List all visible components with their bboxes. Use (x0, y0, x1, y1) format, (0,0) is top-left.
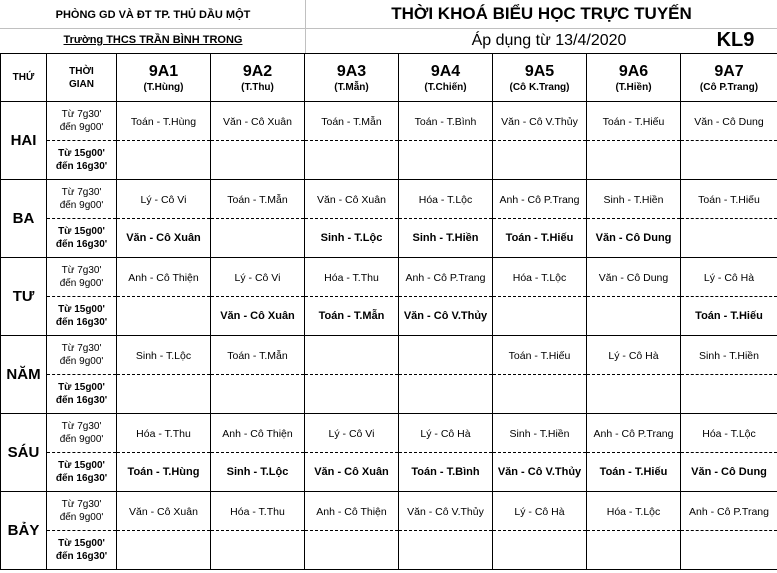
time-end: đến 9g00' (59, 200, 104, 211)
subject-cell: Toán - T.Mẫn (211, 336, 305, 375)
subject-cell (681, 531, 777, 570)
subject-cell: Hóa - T.Thu (117, 414, 211, 453)
subject-cell: Văn - Cô V.Thủy (493, 453, 587, 492)
time-start: Từ 15g00' (58, 148, 105, 159)
table-row (1, 180, 777, 219)
subject-cell: Hóa - T.Lộc (681, 414, 777, 453)
subject-cell: Văn - Cô Dung (681, 102, 777, 141)
time-end: đến 16g30' (55, 551, 108, 562)
subject-cell (399, 336, 493, 375)
time-end: đến 9g00' (59, 278, 104, 289)
class-name: 9A4 (430, 62, 461, 80)
homeroom-teacher: (T.Hiền) (615, 81, 652, 93)
subject-cell: Lý - Cô Vi (211, 258, 305, 297)
table-row (1, 102, 777, 141)
table-row (1, 531, 777, 570)
afternoon-time-slot (47, 531, 117, 570)
time-end: đến 16g30' (55, 317, 108, 328)
class-name: 9A3 (336, 62, 367, 80)
subject-cell (587, 141, 681, 180)
time-column-header (47, 54, 117, 102)
subject-cell: Lý - Cô Hà (493, 492, 587, 531)
subject-cell: Văn - Cô Xuân (117, 492, 211, 531)
homeroom-teacher: (T.Thu) (241, 81, 274, 93)
time-start: Từ 15g00' (58, 226, 105, 237)
subject-cell: Toán - T.Hiếu (681, 297, 777, 336)
subject-cell: Lý - Cô Vi (117, 180, 211, 219)
subject-cell: Văn - Cô Xuân (211, 102, 305, 141)
subject-cell (493, 141, 587, 180)
subject-cell: Sinh - T.Lộc (117, 336, 211, 375)
effective-date: Áp dụng từ 13/4/2020 (471, 32, 627, 49)
time-start: Từ 7g30' (61, 421, 102, 432)
subject-cell: Hóa - T.Thu (211, 492, 305, 531)
subject-cell (493, 531, 587, 570)
subject-cell: Hóa - T.Lộc (493, 258, 587, 297)
time-end: đến 16g30' (55, 239, 108, 250)
time-end: đến 9g00' (59, 122, 104, 133)
table-row (1, 219, 777, 258)
grade-label: KL9 (716, 28, 755, 51)
subject-cell (587, 297, 681, 336)
subject-cell: Văn - Cô Xuân (117, 219, 211, 258)
afternoon-time-slot (47, 141, 117, 180)
subject-cell: Văn - Cô Xuân (305, 180, 399, 219)
class-header-9a5 (493, 54, 587, 102)
subject-cell (211, 219, 305, 258)
time-header-line2: GIAN (69, 78, 94, 90)
morning-time-slot (47, 492, 117, 531)
homeroom-teacher: (T.Chiến) (424, 81, 467, 93)
class-header-9a6 (587, 54, 681, 102)
department-name: PHÒNG GD VÀ ĐT TP. THỦ DẦU MỘT (55, 9, 251, 21)
day-label: TƯ (1, 258, 47, 336)
subject-cell: Toán - T.Hiếu (587, 453, 681, 492)
subject-cell (681, 219, 777, 258)
subject-cell (211, 141, 305, 180)
subject-cell (587, 531, 681, 570)
time-end: đến 9g00' (59, 434, 104, 445)
homeroom-teacher: (T.Hùng) (143, 81, 184, 93)
subject-cell: Anh - Cô Thiện (305, 492, 399, 531)
subject-cell: Văn - Cô V.Thủy (399, 297, 493, 336)
subject-cell (399, 375, 493, 414)
subject-cell (681, 141, 777, 180)
morning-time-slot (47, 336, 117, 375)
class-name: 9A1 (148, 62, 179, 80)
time-end: đến 9g00' (59, 512, 104, 523)
header-divider-horizontal (0, 28, 777, 29)
subject-cell: Hóa - T.Lộc (587, 492, 681, 531)
afternoon-time-slot (47, 375, 117, 414)
morning-time-slot (47, 102, 117, 141)
time-start: Từ 15g00' (58, 538, 105, 549)
day-label: BA (1, 180, 47, 258)
table-row (1, 492, 777, 531)
time-end: đến 9g00' (59, 356, 104, 367)
subject-cell: Toán - T.Hùng (117, 102, 211, 141)
timetable (0, 53, 777, 570)
table-row (1, 336, 777, 375)
table-row (1, 375, 777, 414)
class-header-9a2 (211, 54, 305, 102)
subject-cell: Văn - Cô Dung (587, 258, 681, 297)
subject-cell: Sinh - T.Hiền (399, 219, 493, 258)
subject-cell (305, 531, 399, 570)
table-row (1, 141, 777, 180)
afternoon-time-slot (47, 219, 117, 258)
subject-cell (493, 297, 587, 336)
subject-cell: Toán - T.Hiếu (681, 180, 777, 219)
subject-cell: Văn - Cô Xuân (211, 297, 305, 336)
subject-cell: Anh - Cô P.Trang (587, 414, 681, 453)
subject-cell: Văn - Cô V.Thủy (493, 102, 587, 141)
subject-cell: Hóa - T.Lộc (399, 180, 493, 219)
subject-cell: Lý - Cô Hà (681, 258, 777, 297)
afternoon-time-slot (47, 297, 117, 336)
subject-cell: Lý - Cô Hà (399, 414, 493, 453)
time-start: Từ 15g00' (58, 304, 105, 315)
time-start: Từ 7g30' (61, 109, 102, 120)
subject-cell: Văn - Cô V.Thủy (399, 492, 493, 531)
class-name: 9A5 (524, 62, 555, 80)
subject-cell: Toán - T.Hiếu (587, 102, 681, 141)
subject-cell (305, 141, 399, 180)
header-divider-vertical (305, 0, 306, 53)
subject-cell (117, 531, 211, 570)
subject-cell: Văn - Cô Dung (681, 453, 777, 492)
subject-cell (587, 375, 681, 414)
subject-cell: Toán - T.Bình (399, 453, 493, 492)
subject-cell: Toán - T.Hiếu (493, 336, 587, 375)
subject-cell (117, 297, 211, 336)
table-row (1, 258, 777, 297)
day-label: HAI (1, 102, 47, 180)
homeroom-teacher: (T.Mẫn) (334, 81, 369, 93)
time-start: Từ 7g30' (61, 187, 102, 198)
class-name: 9A6 (618, 62, 649, 80)
subject-cell (117, 375, 211, 414)
class-name: 9A2 (242, 62, 273, 80)
subject-cell (117, 141, 211, 180)
school-name: Trường THCS TRẦN BÌNH TRONG (63, 34, 243, 46)
time-header-line1: THỜI (69, 65, 94, 77)
class-header-9a4 (399, 54, 493, 102)
day-label: NĂM (1, 336, 47, 414)
homeroom-teacher: (Cô P.Trang) (699, 81, 759, 93)
subject-cell: Sinh - T.Hiền (493, 414, 587, 453)
subject-cell: Toán - T.Mẫn (211, 180, 305, 219)
subject-cell: Anh - Cô P.Trang (681, 492, 777, 531)
class-header-9a7 (681, 54, 777, 102)
subject-cell: Anh - Cô Thiện (117, 258, 211, 297)
subject-cell: Anh - Cô P.Trang (493, 180, 587, 219)
table-row (1, 453, 777, 492)
morning-time-slot (47, 180, 117, 219)
time-start: Từ 15g00' (58, 382, 105, 393)
header-row (1, 54, 777, 102)
subject-cell (399, 531, 493, 570)
subject-cell: Anh - Cô P.Trang (399, 258, 493, 297)
subject-cell: Lý - Cô Hà (587, 336, 681, 375)
subject-cell (399, 141, 493, 180)
morning-time-slot (47, 258, 117, 297)
morning-time-slot (47, 414, 117, 453)
time-end: đến 16g30' (55, 161, 108, 172)
subject-cell: Sinh - T.Lộc (211, 453, 305, 492)
class-header-9a3 (305, 54, 399, 102)
subject-cell: Toán - T.Bình (399, 102, 493, 141)
subject-cell: Hóa - T.Thu (305, 258, 399, 297)
subject-cell (305, 336, 399, 375)
subject-cell (211, 531, 305, 570)
day-column-header: THỨ (1, 54, 47, 102)
time-start: Từ 7g30' (61, 499, 102, 510)
subject-cell (305, 375, 399, 414)
subject-cell (681, 375, 777, 414)
class-header-9a1 (117, 54, 211, 102)
time-start: Từ 7g30' (61, 265, 102, 276)
subject-cell: Sinh - T.Lộc (305, 219, 399, 258)
table-row (1, 414, 777, 453)
day-label: SÁU (1, 414, 47, 492)
page-title: THỜI KHOÁ BIỂU HỌC TRỰC TUYẾN (391, 4, 692, 23)
subject-cell: Văn - Cô Xuân (305, 453, 399, 492)
subject-cell: Lý - Cô Vi (305, 414, 399, 453)
day-label: BẢY (1, 492, 47, 570)
subject-cell: Sinh - T.Hiền (587, 180, 681, 219)
subject-cell: Toán - T.Mẫn (305, 102, 399, 141)
time-start: Từ 15g00' (58, 460, 105, 471)
subject-cell (493, 375, 587, 414)
time-start: Từ 7g30' (61, 343, 102, 354)
timetable-body (1, 102, 777, 570)
subject-cell: Toán - T.Mẫn (305, 297, 399, 336)
time-end: đến 16g30' (55, 473, 108, 484)
subject-cell: Toán - T.Hùng (117, 453, 211, 492)
subject-cell: Văn - Cô Dung (587, 219, 681, 258)
table-row (1, 297, 777, 336)
subject-cell: Anh - Cô Thiện (211, 414, 305, 453)
homeroom-teacher: (Cô K.Trang) (509, 81, 570, 93)
afternoon-time-slot (47, 453, 117, 492)
subject-cell: Toán - T.Hiếu (493, 219, 587, 258)
subject-cell: Sinh - T.Hiền (681, 336, 777, 375)
class-name: 9A7 (714, 62, 744, 80)
time-end: đến 16g30' (55, 395, 108, 406)
subject-cell (211, 375, 305, 414)
